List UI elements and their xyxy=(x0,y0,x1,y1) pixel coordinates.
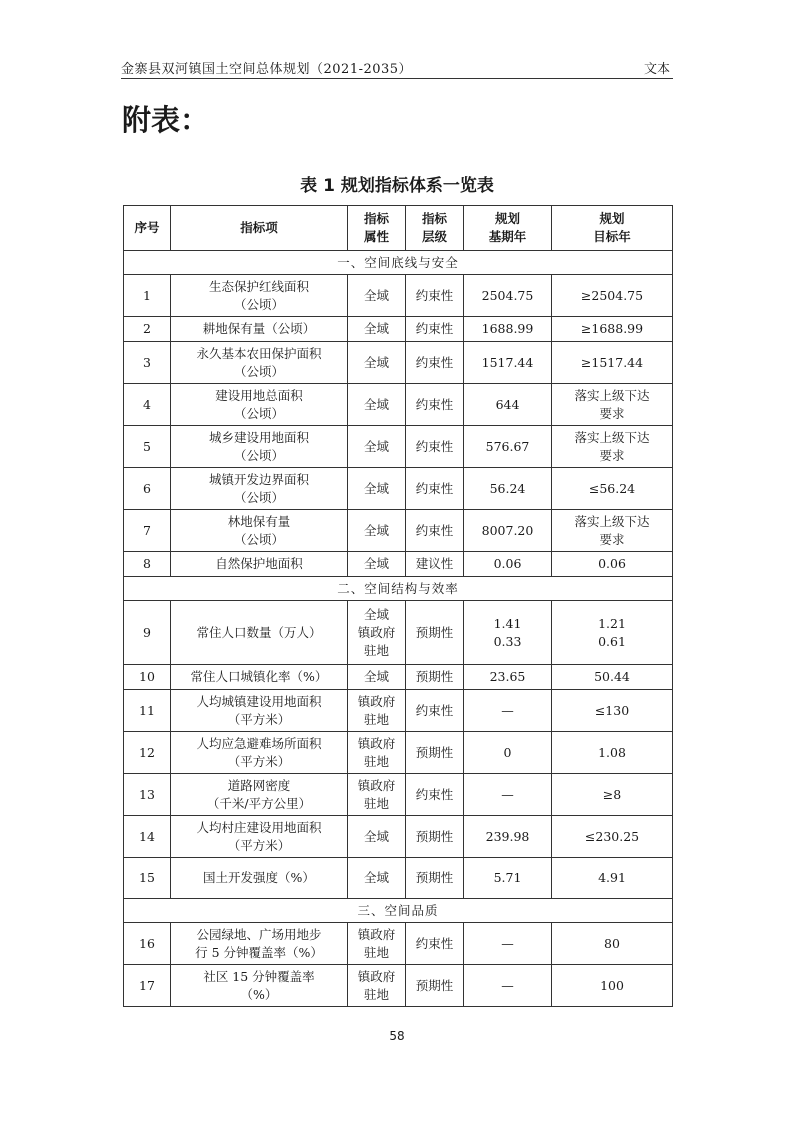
indicator-name-line: （平方米） xyxy=(227,753,291,769)
indicator-attribute xyxy=(348,601,406,665)
target-year-value-line: 落实上级下达 xyxy=(574,513,650,529)
target-year-value-line: 要求 xyxy=(599,447,625,463)
row-number: 2 xyxy=(124,317,171,342)
indicator-name-line: 耕地保有量（公顷） xyxy=(202,321,316,336)
target-year-value xyxy=(552,552,673,577)
col-header-target-line: 目标年 xyxy=(593,229,631,244)
base-year-value xyxy=(464,665,552,690)
indicator-name-line: 行 5 分钟覆盖率（%） xyxy=(195,944,323,960)
base-year-value xyxy=(464,690,552,732)
indicator-attribute xyxy=(348,426,406,468)
base-year-value-line: — xyxy=(501,935,514,951)
target-year-value xyxy=(552,317,673,342)
target-year-value xyxy=(552,858,673,899)
target-year-value-line: 0.61 xyxy=(598,633,626,649)
base-year-value xyxy=(464,923,552,965)
target-year-value xyxy=(552,774,673,816)
indicator-attribute-line: 全域 xyxy=(363,669,389,684)
base-year-value-line: 1688.99 xyxy=(481,321,534,336)
indicator-level: 预期性 xyxy=(406,965,464,1007)
indicator-attribute xyxy=(348,384,406,426)
target-year-value-line: ≥8 xyxy=(602,786,622,802)
base-year-value-line: — xyxy=(501,702,514,718)
base-year-value-line: 8007.20 xyxy=(481,522,534,538)
indicator-attribute-line: 镇政府 xyxy=(357,968,396,984)
base-year-value-line: 2504.75 xyxy=(481,287,534,303)
table-row xyxy=(124,342,673,384)
row-number: 9 xyxy=(124,601,171,665)
table-header-row xyxy=(124,206,673,251)
target-year-value-line: ≤130 xyxy=(594,702,630,718)
indicator-level: 预期性 xyxy=(406,732,464,774)
indicator-name xyxy=(171,665,348,690)
indicator-attribute-line: 驻地 xyxy=(363,642,389,658)
base-year-value xyxy=(464,510,552,552)
indicator-name-line: （公顷） xyxy=(233,296,284,312)
indicator-name xyxy=(171,384,348,426)
indicator-attribute xyxy=(348,858,406,899)
indicator-name-line: （公顷） xyxy=(233,447,284,463)
row-number: 5 xyxy=(124,426,171,468)
target-year-value-line: 80 xyxy=(604,935,620,951)
indicator-name xyxy=(171,552,348,577)
page-number: 58 xyxy=(389,1029,405,1043)
indicator-name-line: 人均应急避难场所面积 xyxy=(196,735,322,751)
indicator-attribute-line: 全域 xyxy=(363,321,389,336)
section-title: 三、空间品质 xyxy=(124,899,673,923)
col-header-attr-line: 属性 xyxy=(363,229,389,244)
base-year-value xyxy=(464,816,552,858)
indicator-name xyxy=(171,858,348,899)
indicator-attribute xyxy=(348,690,406,732)
indicator-attribute xyxy=(348,317,406,342)
indicator-name xyxy=(171,774,348,816)
indicator-level: 约束性 xyxy=(406,426,464,468)
indicator-attribute-line: 镇政府 xyxy=(357,735,396,751)
indicator-attribute xyxy=(348,732,406,774)
indicator-name-line: 人均村庄建设用地面积 xyxy=(196,819,322,835)
indicator-level: 约束性 xyxy=(406,468,464,510)
indicator-name-line: 常住人口城镇化率（%） xyxy=(190,669,328,684)
col-header-seq: 序号 xyxy=(124,206,171,251)
target-year-value xyxy=(552,510,673,552)
row-number: 14 xyxy=(124,816,171,858)
indicator-name xyxy=(171,923,348,965)
indicator-name-line: （公顷） xyxy=(233,363,284,379)
indicator-name-line: 城镇开发边界面积 xyxy=(208,471,309,487)
indicator-name-line: 林地保有量 xyxy=(227,513,291,529)
target-year-value xyxy=(552,384,673,426)
indicator-name-line: （平方米） xyxy=(227,837,291,853)
indicator-level: 预期性 xyxy=(406,858,464,899)
indicator-name-line: 建设用地总面积 xyxy=(215,387,303,403)
row-number: 11 xyxy=(124,690,171,732)
target-year-value-line: ≤56.24 xyxy=(588,480,636,496)
base-year-value xyxy=(464,275,552,317)
appendix-heading: 附表： xyxy=(122,103,210,137)
table-row xyxy=(124,552,673,577)
target-year-value-line: 0.06 xyxy=(598,556,626,571)
indicator-attribute xyxy=(348,816,406,858)
base-year-value xyxy=(464,342,552,384)
indicator-name-line: 自然保护地面积 xyxy=(215,556,303,571)
indicator-attribute-line: 全域 xyxy=(363,396,389,412)
target-year-value-line: 1.08 xyxy=(598,744,626,760)
row-number: 12 xyxy=(124,732,171,774)
base-year-value xyxy=(464,774,552,816)
indicator-name xyxy=(171,510,348,552)
row-number: 1 xyxy=(124,275,171,317)
target-year-value-line: 落实上级下达 xyxy=(574,429,650,445)
base-year-value-line: 644 xyxy=(495,396,520,412)
indicator-attribute-line: 全域 xyxy=(363,556,389,571)
target-year-value xyxy=(552,275,673,317)
indicator-level: 预期性 xyxy=(406,601,464,665)
document-title: 金寨县双河镇国土空间总体规划（2021-2035） xyxy=(121,62,413,77)
indicator-name-line: 道路网密度 xyxy=(227,777,291,793)
base-year-value-line: 56.24 xyxy=(489,480,526,496)
indicator-table xyxy=(123,205,673,1007)
table-row xyxy=(124,601,673,665)
table-row xyxy=(124,858,673,899)
section-row xyxy=(124,577,673,601)
table-row xyxy=(124,384,673,426)
indicator-name-line: 公园绿地、广场用地步 xyxy=(196,926,322,942)
table-row xyxy=(124,816,673,858)
table-row xyxy=(124,665,673,690)
col-header-attr xyxy=(348,206,406,251)
indicator-attribute-line: 全域 xyxy=(363,480,389,496)
target-year-value xyxy=(552,665,673,690)
indicator-attribute xyxy=(348,468,406,510)
indicator-name xyxy=(171,732,348,774)
col-header-item: 指标项 xyxy=(171,206,348,251)
indicator-name-line: 永久基本农田保护面积 xyxy=(196,345,322,361)
table-row xyxy=(124,317,673,342)
target-year-value-line: ≥2504.75 xyxy=(580,287,644,303)
table-title: 表 1 规划指标体系一览表 xyxy=(300,176,494,196)
indicator-name xyxy=(171,317,348,342)
target-year-value xyxy=(552,601,673,665)
col-header-level-line: 层级 xyxy=(421,229,447,244)
col-header-level xyxy=(406,206,464,251)
row-number: 3 xyxy=(124,342,171,384)
col-header-level-line: 指标 xyxy=(421,211,447,226)
indicator-name-line: 常住人口数量（万人） xyxy=(196,624,322,640)
target-year-value-line: ≥1688.99 xyxy=(580,321,644,336)
base-year-value xyxy=(464,317,552,342)
base-year-value-line: 576.67 xyxy=(485,438,530,454)
indicator-attribute-line: 驻地 xyxy=(363,753,389,769)
base-year-value-line: — xyxy=(501,786,514,802)
target-year-value-line: ≥1517.44 xyxy=(580,354,644,370)
row-number: 7 xyxy=(124,510,171,552)
indicator-name-line: （公顷） xyxy=(233,531,284,547)
section-title: 一、空间底线与安全 xyxy=(124,251,673,275)
col-header-attr-line: 指标 xyxy=(363,211,389,226)
col-header-target-line: 规划 xyxy=(599,211,625,226)
indicator-level: 约束性 xyxy=(406,774,464,816)
table-row xyxy=(124,468,673,510)
indicator-level: 预期性 xyxy=(406,816,464,858)
base-year-value-line: 1.41 xyxy=(493,615,522,631)
indicator-name-line: （%） xyxy=(240,986,278,1002)
indicator-attribute-line: 镇政府 xyxy=(357,624,396,640)
indicator-name-line: 社区 15 分钟覆盖率 xyxy=(203,968,315,984)
indicator-attribute-line: 全域 xyxy=(363,522,389,538)
target-year-value xyxy=(552,342,673,384)
indicator-level: 约束性 xyxy=(406,923,464,965)
indicator-attribute xyxy=(348,275,406,317)
indicator-attribute xyxy=(348,342,406,384)
indicator-attribute xyxy=(348,510,406,552)
row-number: 17 xyxy=(124,965,171,1007)
indicator-name-line: 人均城镇建设用地面积 xyxy=(196,693,322,709)
indicator-attribute-line: 驻地 xyxy=(363,986,389,1002)
target-year-value xyxy=(552,690,673,732)
indicator-attribute-line: 驻地 xyxy=(363,795,389,811)
col-header-base-line: 基期年 xyxy=(488,229,527,244)
target-year-value-line: 100 xyxy=(600,977,624,993)
base-year-value xyxy=(464,601,552,665)
target-year-value xyxy=(552,426,673,468)
row-number: 10 xyxy=(124,665,171,690)
row-number: 16 xyxy=(124,923,171,965)
indicator-level: 约束性 xyxy=(406,342,464,384)
indicator-level: 预期性 xyxy=(406,665,464,690)
indicator-level: 约束性 xyxy=(406,317,464,342)
row-number: 15 xyxy=(124,858,171,899)
indicator-attribute-line: 驻地 xyxy=(363,711,389,727)
target-year-value xyxy=(552,923,673,965)
target-year-value xyxy=(552,732,673,774)
base-year-value-line: 23.65 xyxy=(489,669,526,684)
base-year-value-line: 0 xyxy=(503,744,512,760)
indicator-name-line: （平方米） xyxy=(227,711,291,727)
table-row xyxy=(124,690,673,732)
base-year-value xyxy=(464,384,552,426)
base-year-value-line: 0.33 xyxy=(493,633,522,649)
header-divider xyxy=(121,78,673,79)
table-row xyxy=(124,965,673,1007)
section-row xyxy=(124,251,673,275)
indicator-name xyxy=(171,426,348,468)
base-year-value xyxy=(464,426,552,468)
indicator-name-line: （公顷） xyxy=(233,405,284,421)
indicator-attribute-line: 全域 xyxy=(363,870,389,885)
indicator-attribute-line: 全域 xyxy=(363,438,389,454)
indicator-name xyxy=(171,601,348,665)
indicator-level: 约束性 xyxy=(406,384,464,426)
document-type: 文本 xyxy=(643,62,670,77)
table-row xyxy=(124,774,673,816)
base-year-value-line: — xyxy=(501,977,514,993)
indicator-name xyxy=(171,342,348,384)
indicator-level: 约束性 xyxy=(406,510,464,552)
indicator-attribute xyxy=(348,774,406,816)
indicator-attribute xyxy=(348,923,406,965)
col-header-target-year xyxy=(552,206,673,251)
indicator-name-line: 生态保护红线面积 xyxy=(208,278,309,294)
base-year-value xyxy=(464,858,552,899)
base-year-value-line: 1517.44 xyxy=(481,354,534,370)
table-row xyxy=(124,510,673,552)
base-year-value-line: 239.98 xyxy=(485,828,530,844)
indicator-attribute xyxy=(348,665,406,690)
indicator-name-line: 城乡建设用地面积 xyxy=(208,429,309,445)
base-year-value xyxy=(464,732,552,774)
indicator-name-line: （公顷） xyxy=(233,489,284,505)
indicator-name xyxy=(171,468,348,510)
row-number: 6 xyxy=(124,468,171,510)
table-row xyxy=(124,923,673,965)
indicator-attribute-line: 驻地 xyxy=(363,944,389,960)
target-year-value-line: 要求 xyxy=(599,531,625,547)
indicator-name-line: （千米/平方公里） xyxy=(206,795,312,811)
indicator-level: 约束性 xyxy=(406,690,464,732)
indicator-name-line: 国土开发强度（%） xyxy=(203,870,315,885)
indicator-attribute-line: 全域 xyxy=(363,606,389,622)
base-year-value xyxy=(464,468,552,510)
target-year-value xyxy=(552,965,673,1007)
indicator-attribute-line: 全域 xyxy=(363,354,389,370)
indicator-attribute xyxy=(348,965,406,1007)
row-number: 4 xyxy=(124,384,171,426)
indicator-attribute-line: 镇政府 xyxy=(357,693,396,709)
indicator-attribute-line: 全域 xyxy=(363,828,389,844)
indicator-attribute-line: 全域 xyxy=(363,287,389,303)
row-number: 8 xyxy=(124,552,171,577)
target-year-value-line: 50.44 xyxy=(594,669,630,684)
indicator-attribute-line: 镇政府 xyxy=(357,777,396,793)
col-header-base-year xyxy=(464,206,552,251)
target-year-value-line: ≤230.25 xyxy=(584,828,640,844)
target-year-value-line: 要求 xyxy=(599,405,625,421)
indicator-attribute xyxy=(348,552,406,577)
base-year-value-line: 5.71 xyxy=(493,870,522,885)
indicator-name xyxy=(171,690,348,732)
target-year-value xyxy=(552,816,673,858)
indicator-level: 建议性 xyxy=(406,552,464,577)
table-row xyxy=(124,426,673,468)
target-year-value-line: 落实上级下达 xyxy=(574,387,650,403)
target-year-value-line: 1.21 xyxy=(598,615,626,631)
target-year-value-line: 4.91 xyxy=(598,870,626,885)
base-year-value-line: 0.06 xyxy=(493,556,522,571)
table-row xyxy=(124,275,673,317)
target-year-value xyxy=(552,468,673,510)
indicator-attribute-line: 镇政府 xyxy=(357,926,396,942)
base-year-value xyxy=(464,552,552,577)
indicator-name xyxy=(171,816,348,858)
section-title: 二、空间结构与效率 xyxy=(124,577,673,601)
section-row xyxy=(124,899,673,923)
col-header-base-line: 规划 xyxy=(494,211,520,226)
row-number: 13 xyxy=(124,774,171,816)
table-row xyxy=(124,732,673,774)
base-year-value xyxy=(464,965,552,1007)
indicator-level: 约束性 xyxy=(406,275,464,317)
indicator-name xyxy=(171,965,348,1007)
indicator-name xyxy=(171,275,348,317)
